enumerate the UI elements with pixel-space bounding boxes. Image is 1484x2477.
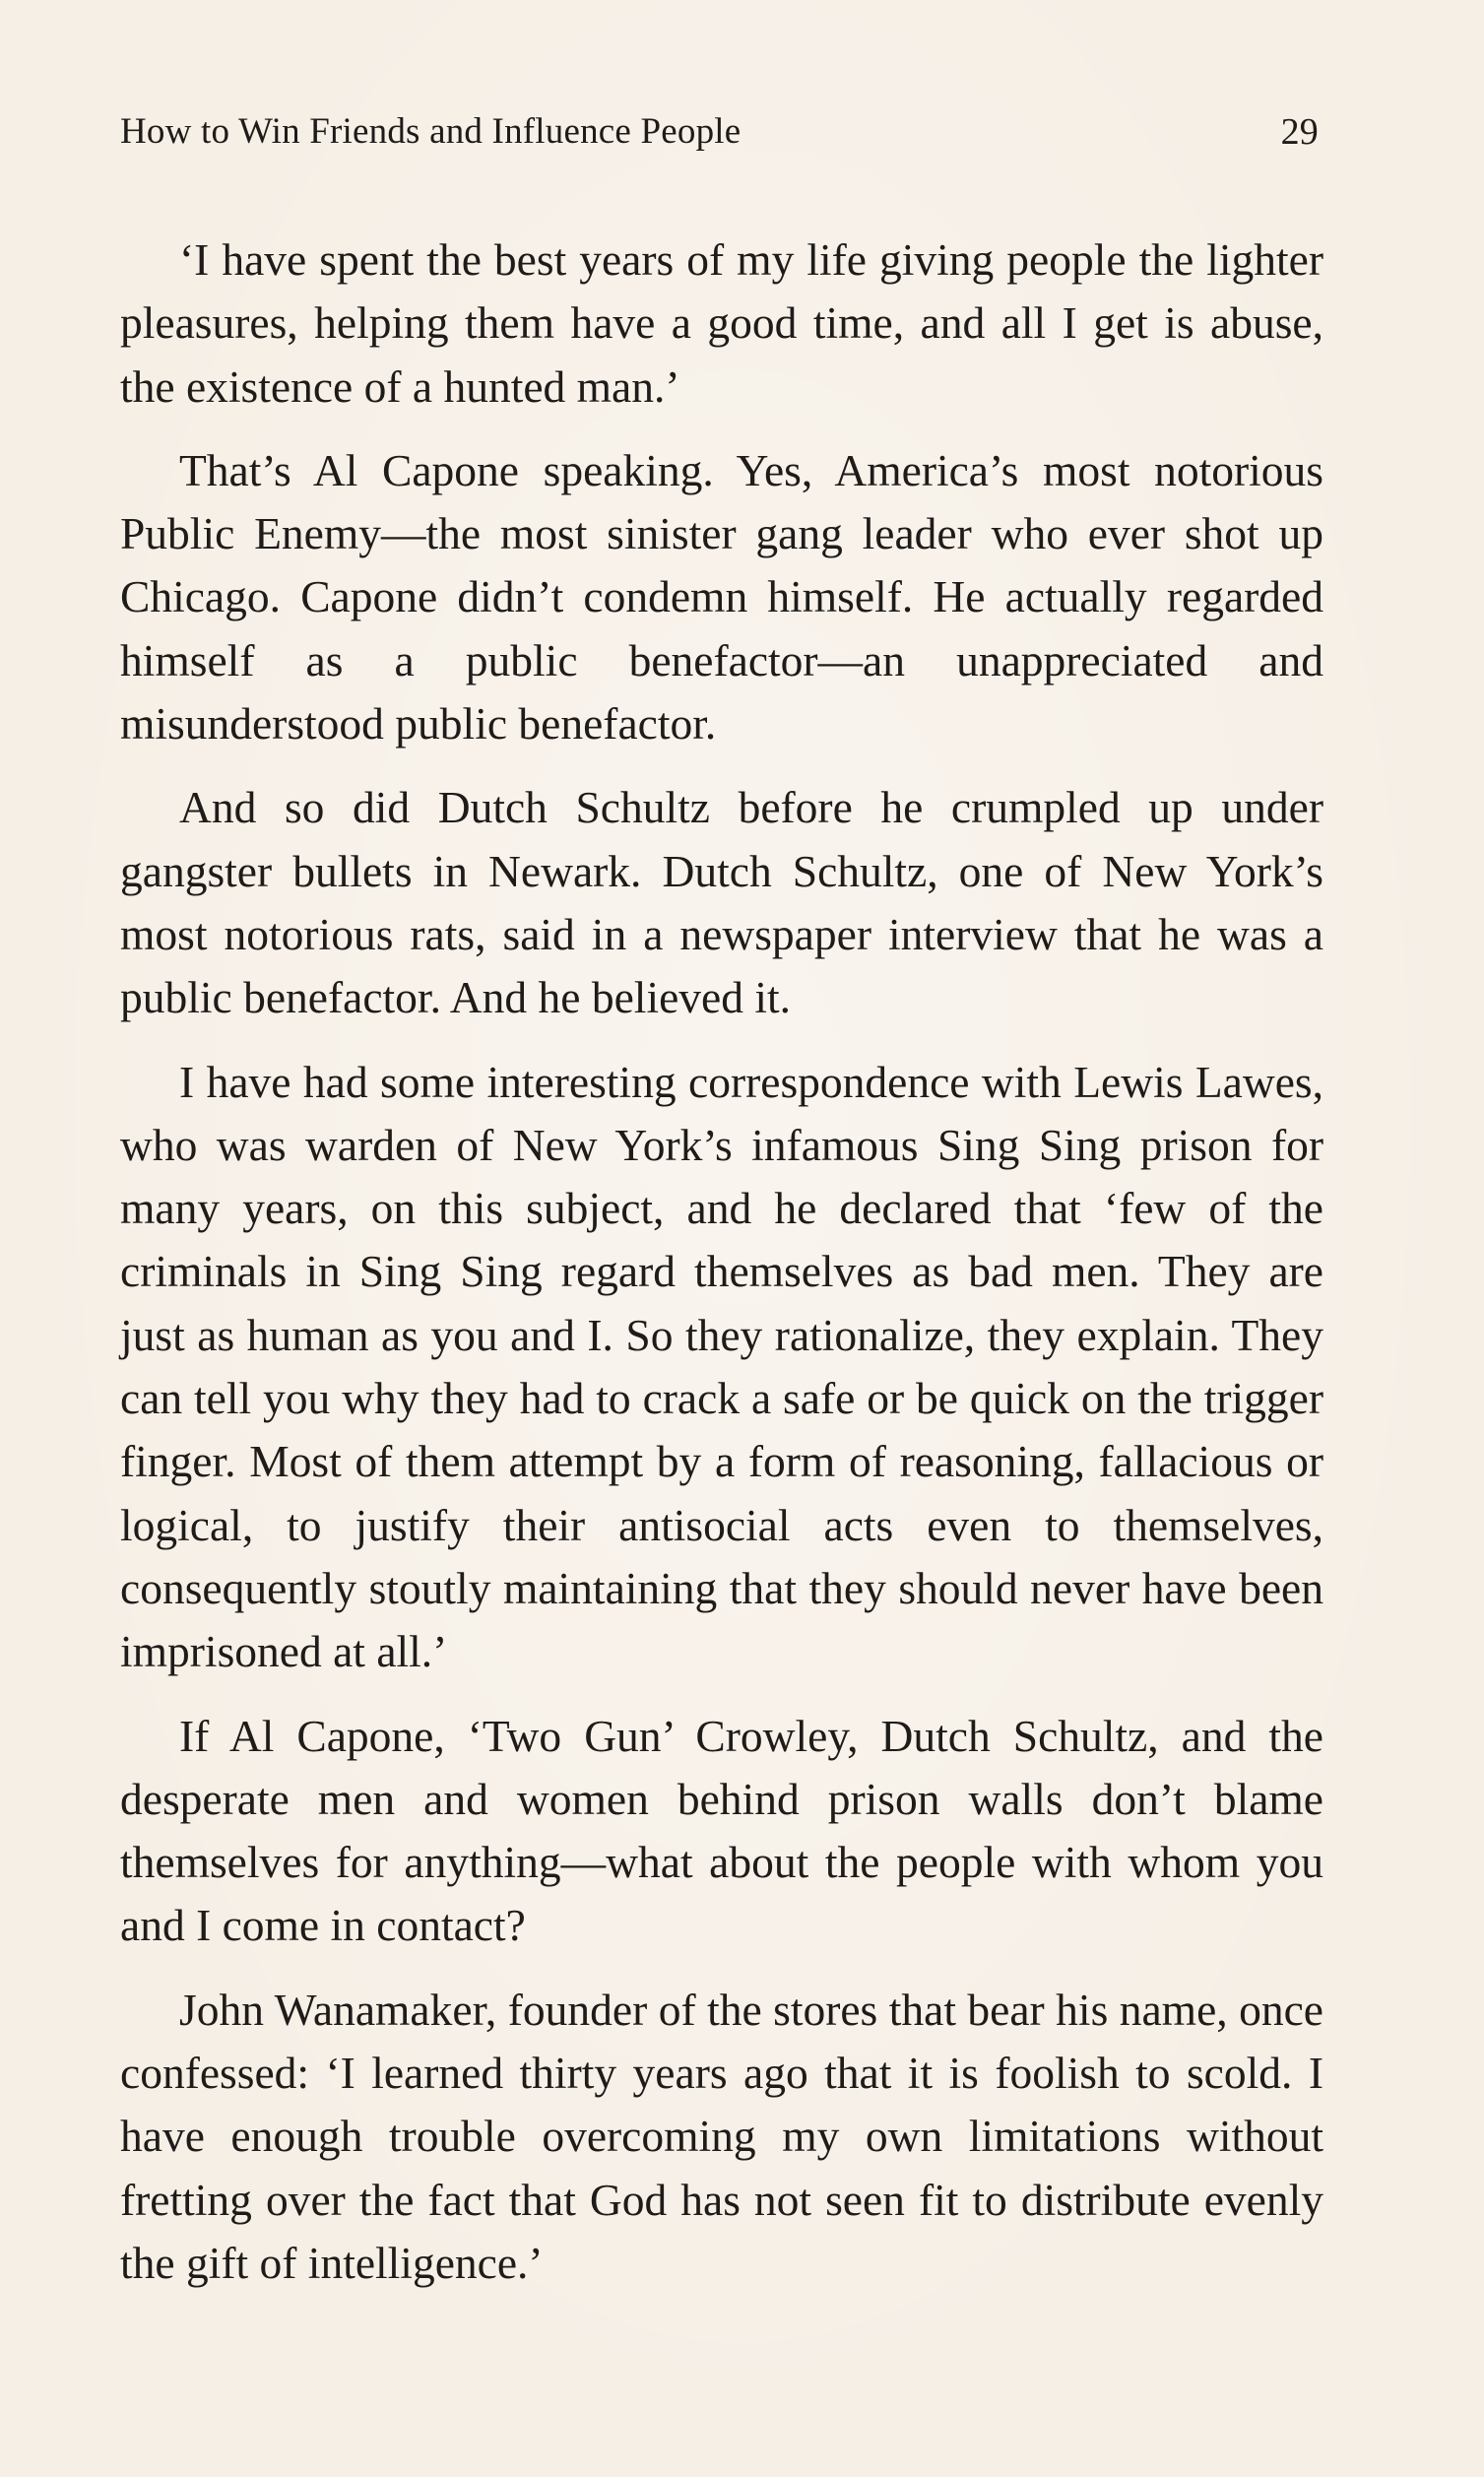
page-number: 29 [1280, 111, 1319, 153]
paragraph-5: If Al Capone, ‘Two Gun’ Crowley, Dutch Schultz, and the desperate men and women behind prison walls don’t blame themselves for anything—what about the people with whom you and I come in contact? [120, 1710, 1323, 1951]
running-title: How to Win Friends and Influence People [120, 111, 742, 152]
paragraph-6: John Wanamaker, founder of the stores that bear his name, once confessed: ‘I learned thirty years ago that it is foolish to scold. I have enough trouble overcoming my own limitations without fretting over the fact that God has not seen fit to distribute evenly the gift of intelligence.’ [120, 1984, 1323, 2288]
page-header [120, 110, 1319, 162]
body-text [120, 228, 1323, 2315]
paragraph-1: ‘I have spent the best years of my life giving people the lighter pleasures, helping them have a good time, and all I get is abuse, the existence of a hunted man.’ [120, 234, 1323, 412]
paragraph-2: That’s Al Capone speaking. Yes, America’s most notorious Public Enemy—the most sinister gang leader who ever shot up Chicago. Capone didn’t condemn himself. He actually regarded himself as a public benefactor—an unappreciated and misunderstood public benefactor. [120, 444, 1323, 750]
paragraph-3: And so did Dutch Schultz before he crumpled up under gangster bullets in Newark. Dutch Schultz, one of New York’s most notorious rats, said in a newspaper interview that he was a public benefactor. And he believed it. [120, 782, 1323, 1023]
paragraph-4: I have had some interesting correspondence with Lewis Lawes, who was warden of New York’s infamous Sing Sing prison for many years, on this subject, and he declared that ‘few of the criminals in Sing Sing regard themselves as bad men. They are just as human as you and I. So they rationalize, they explain. They can tell you why they had to crack a safe or be quick on the trigger finger. Most of them attempt by a form of reasoning, fallacious or logical, to justify their antisocial acts even to themselves, consequently stoutly maintaining that they should never have been imprisoned at all.’ [120, 1056, 1323, 1677]
